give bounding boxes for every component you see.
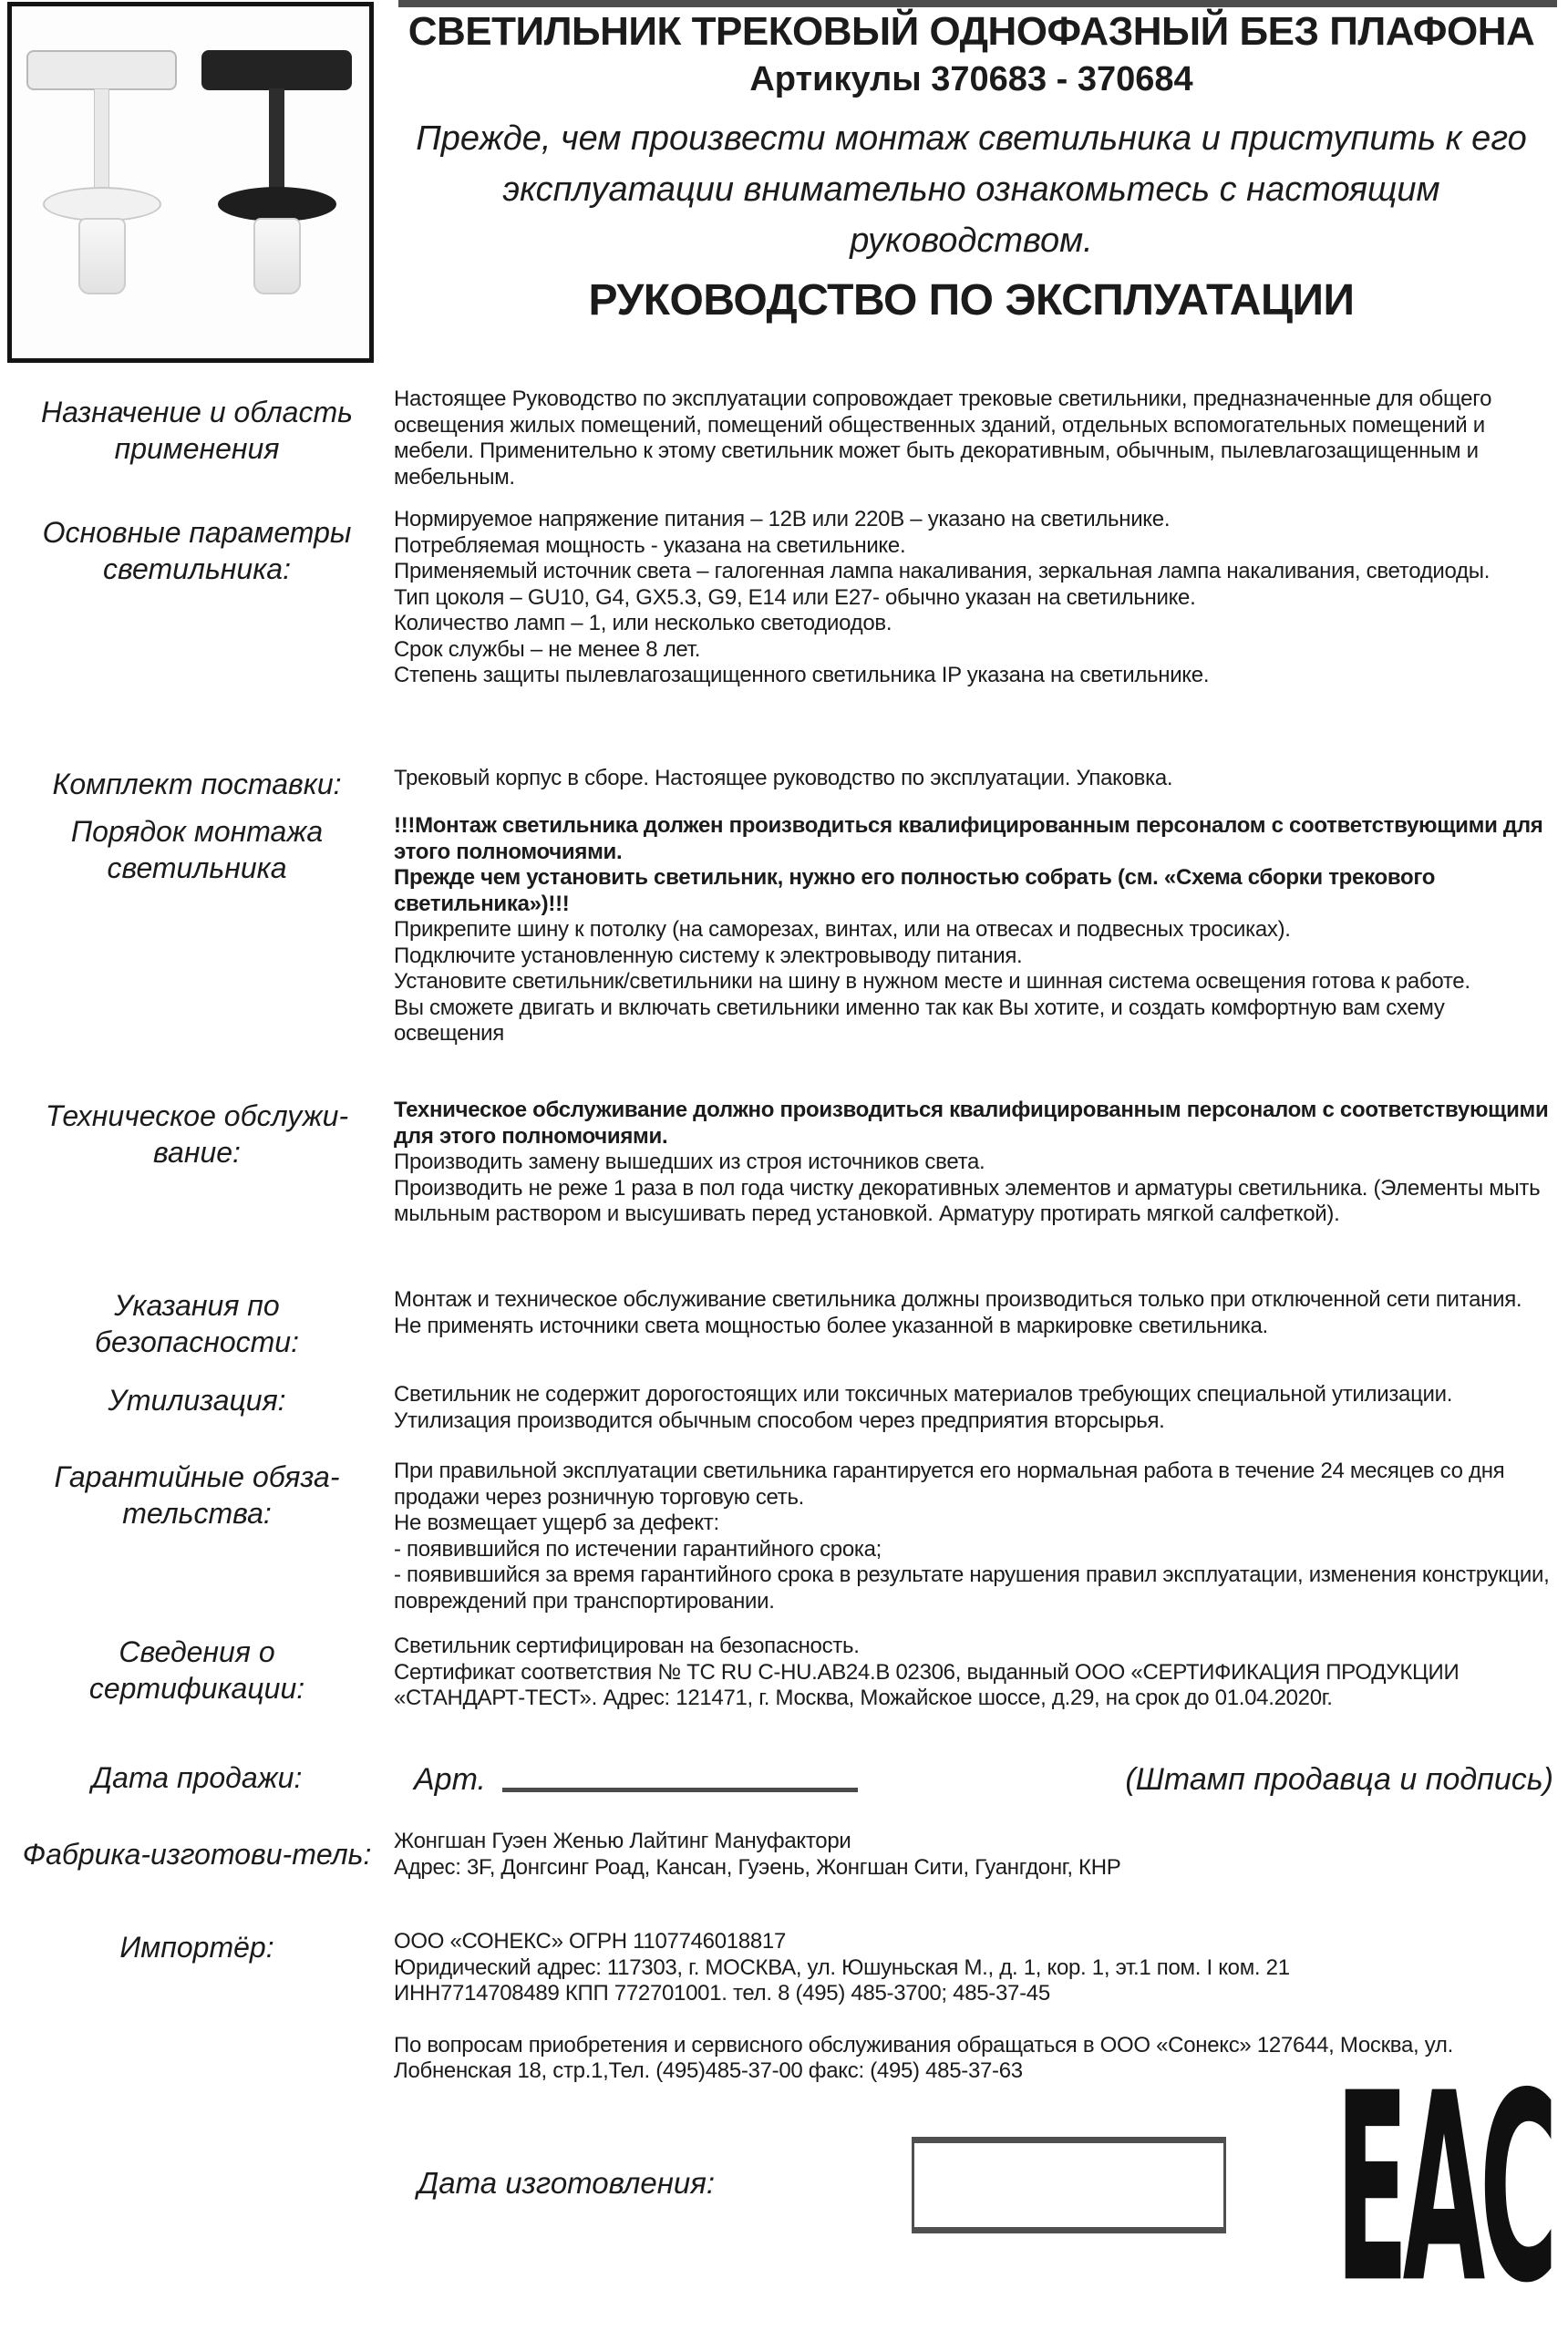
section-label: Техническое обслужи-вание: — [45, 1099, 349, 1169]
section-installation — [0, 813, 1568, 1047]
section-content — [394, 1634, 1568, 1712]
section-label: Дата продажи: — [91, 1761, 303, 1794]
header — [378, 0, 1564, 365]
section-label: Импортёр: — [119, 1931, 274, 1964]
paragraph-bold: Прежде чем установить светильник, нужно его полностью собрать (см. «Схема сборки трекового светильника»)!!! — [394, 865, 1436, 916]
paragraph: Количество ламп – 1, или несколько светодиодов. — [394, 611, 892, 635]
paragraph: Юридический адрес: 117303, г. МОСКВА, ул. Юшуньская М., д. 1, кор. 1, эт.1 пом. I ком. 21 — [394, 1954, 1290, 1980]
paragraph: Жонгшан Гуэен Женью Лайтинг Мануфактори — [394, 1829, 851, 1853]
paragraph: - появившийся по истечении гарантийного срока; — [394, 1536, 882, 1562]
section-factory — [0, 1829, 1568, 1881]
paragraph: - появившийся за время гарантийного срока в результате нарушения правил эксплуатации, изменения конструкции, повреждений при транспортировании. — [394, 1562, 1550, 1614]
section-sale-date — [0, 1759, 1568, 1796]
section-label: Указания по безопасности: — [95, 1289, 299, 1358]
paragraph: Степень защиты пылевлагозащищенного светильника IP указана на светильнике. — [394, 663, 1210, 687]
paragraph: При правильной эксплуатации светильника гарантируется его нормальная работа в течение 24 месяцев со дня продажи через розничную торговую сеть. — [394, 1459, 1505, 1510]
section-content — [394, 1829, 1568, 1881]
white-track-light-illustration — [26, 50, 177, 324]
canopy-disc — [43, 187, 161, 222]
section-label: Гарантийные обяза-тельства: — [54, 1460, 340, 1530]
section-importer — [0, 1929, 1568, 2085]
scan-artifact — [398, 0, 1557, 7]
lamp-socket — [253, 218, 301, 294]
document-title: СВЕТИЛЬНИК ТРЕКОВЫЙ ОДНОФАЗНЫЙ БЕЗ ПЛАФОНА — [407, 9, 1535, 54]
section-label: Назначение и область применения — [41, 396, 353, 465]
section-label: Фабрика-изготови-тель: — [22, 1838, 372, 1871]
paragraph: Сертификат соответствия № ТС RU C-HU.АВ24.В 02306, выданный ООО «СЕРТИФИКАЦИЯ ПРОДУКЦИИ «СТАНДАРТ-ТЕСТ». Адрес: 121471, г. Москва, Можайское шоссе, д.29, на срок до 01.04.2020г. — [394, 1659, 1460, 1710]
paragraph-bold: !!!Монтаж светильника должен производиться квалифицированным персоналом с соответствующими для этого полномочиями. — [394, 813, 1543, 864]
section-label: Порядок монтажа светильника — [70, 815, 324, 884]
paragraph: Производить замену вышедших из строя источников света. — [394, 1150, 985, 1174]
fixture-stem — [269, 88, 284, 192]
track-adapter — [201, 50, 352, 90]
paragraph: Не применять источники света мощностью более указанной в маркировке светильника. — [394, 1313, 1268, 1338]
eac-conformity-mark: ЕАС — [1336, 2039, 1553, 2341]
section-label: Комплект поставки: — [52, 768, 342, 800]
paragraph: По вопросам приобретения и сервисного обслуживания обращаться в ООО «Сонекс» 127644, Москва, ул. Лобненская 18, стр.1,Тел. (495)485-37-00 факс: (495) 485-37-63 — [394, 2032, 1453, 2083]
section-content — [394, 1382, 1568, 1434]
section-package — [0, 766, 1568, 802]
article-numbers: Артикулы 370683 - 370684 — [749, 60, 1193, 98]
section-content — [394, 766, 1568, 792]
track-adapter — [26, 50, 177, 90]
section-label: Сведения о сертификации: — [88, 1635, 305, 1705]
paragraph-bold: Техническое обслуживание должно производиться квалифицированным персоналом с соответствующими для этого полномочиями. — [394, 1098, 1549, 1149]
section-label: Основные параметры светильника: — [42, 516, 352, 585]
paragraph: Вы сможете двигать и включать светильники именно так как Вы хотите, и создать комфортную вам схему освещения — [394, 995, 1445, 1046]
paragraph: Подключите установленную систему к электровыводу питания. — [394, 943, 1023, 968]
paragraph: Установите светильник/светильники на шину в нужном месте и шинная система освещения готова к работе. — [394, 969, 1470, 994]
fixture-stem — [94, 88, 109, 192]
paragraph: ИНН7714708489 КПП 772701001. тел. 8 (495) 485-3700; 485-37-45 — [394, 1981, 1050, 2006]
paragraph: Монтаж и техническое обслуживание светильника должны производиться только при отключенной сети питания. — [394, 1287, 1522, 1312]
manual-title: РУКОВОДСТВО ПО ЭКСПЛУАТАЦИИ — [588, 276, 1355, 325]
section-warranty — [0, 1459, 1568, 1614]
paragraph: Применяемый источник света – галогенная лампа накаливания, зеркальная лампа накаливания, светодиоды. — [394, 559, 1491, 583]
section-purpose — [0, 387, 1568, 490]
section-parameters — [0, 507, 1568, 689]
paragraph: Прикрепите шину к потолку (на саморезах, винтах, или на отвесах и подвесных тросиках). — [394, 917, 1291, 942]
paragraph: Адрес: 3F, Донгсинг Роад, Кансан, Гуэень, Жонгшан Сити, Гуангдонг, КНР — [394, 1854, 1121, 1880]
paragraph: Нормируемое напряжение питания – 12В или 220В – указано на светильнике. — [394, 507, 1171, 531]
section-disposal — [0, 1382, 1568, 1434]
section-content — [394, 1459, 1568, 1614]
section-safety — [0, 1287, 1568, 1360]
section-label: Утилизация: — [108, 1384, 286, 1417]
paragraph: Не возмещает ущерб за дефект: — [394, 1511, 719, 1535]
warning-notice: Прежде, чем произвести монтаж светильника и приступить к его эксплуатации внимательно ознакомьтесь с настоящим руководством. — [416, 119, 1527, 260]
art-label: Арт. — [414, 1761, 486, 1797]
art-fill-in-line — [502, 1759, 858, 1792]
paragraph: Срок службы – не менее 8 лет. — [394, 636, 701, 662]
paragraph: Потребляемая мощность - указана на светильнике. — [394, 532, 906, 558]
canopy-disc — [218, 187, 336, 222]
section-content — [394, 507, 1568, 689]
paragraph: Настоящее Руководство по эксплуатации сопровождает трековые светильники, предназначенные для общего освещения жилых помещений, помещений общественных зданий, отдельных вспомогательных помещений и мебели. Применительно к этому светильник может быть декоративным, обычным, пылевлагозащищенным и мебельным. — [394, 387, 1492, 490]
product-photo — [7, 2, 374, 363]
paragraph: Трековый корпус в сборе. Настоящее руководство по эксплуатации. Упаковка. — [394, 766, 1173, 790]
paragraph: Светильник не содержит дорогостоящих или токсичных материалов требующих специальной утилизации. Утилизация производится обычным способом через предприятия вторсырья. — [394, 1382, 1453, 1433]
lamp-socket — [78, 218, 126, 294]
paragraph: Производить не реже 1 раза в пол года чистку декоративных элементов и арматуры светильника. (Элементы мыть мыльным раствором и высушивать перед установкой. Арматуру протирать мягкой салфеткой). — [394, 1175, 1541, 1226]
paragraph: ООО «СОНЕКС» ОГРН 1107746018817 — [394, 1929, 787, 1954]
section-content — [394, 387, 1568, 490]
paragraph: Тип цоколя – GU10, G4, GX5.3, G9, Е14 или Е27- обычно указан на светильнике. — [394, 584, 1196, 610]
manufacture-date-box — [912, 2137, 1226, 2233]
section-maintenance — [0, 1098, 1568, 1228]
section-content — [394, 813, 1568, 1047]
section-content — [394, 1098, 1568, 1228]
paragraph: Светильник сертифицирован на безопасность. — [394, 1634, 860, 1658]
black-track-light-illustration — [201, 50, 352, 324]
section-content — [394, 1287, 1568, 1339]
sale-date-line — [394, 1759, 1568, 1797]
section-certification — [0, 1634, 1568, 1712]
seller-stamp-note: (Штамп продавца и подпись) — [1125, 1761, 1553, 1797]
manufacture-date-label: Дата изготовления: — [418, 2166, 716, 2200]
